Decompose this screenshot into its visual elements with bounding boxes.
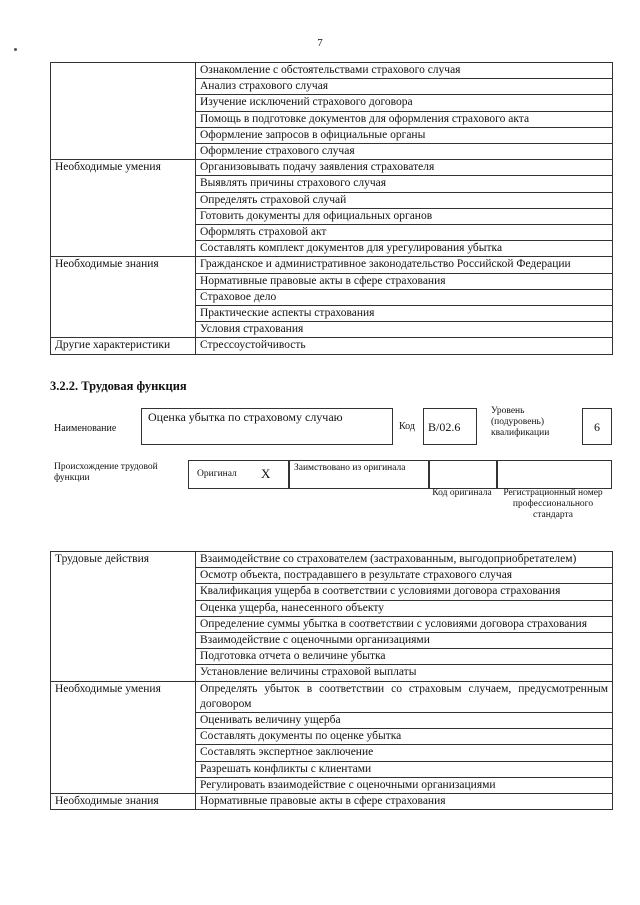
table-cell: Помощь в подготовке документов для оформления страхового акта bbox=[196, 111, 613, 127]
level-label: Уровень (подуровень) квалификации bbox=[491, 406, 550, 438]
origin-code-box bbox=[428, 460, 498, 489]
original-label: Оригинал bbox=[197, 469, 237, 479]
table-cell: Стрессоустойчивость bbox=[196, 338, 613, 354]
code-box bbox=[423, 408, 477, 445]
table-cell: Определение суммы убытка в соответствии с условиями договора страхования bbox=[196, 616, 613, 632]
table-cell: Составлять комплект документов для урегулирования убытка bbox=[196, 241, 613, 257]
table-cell: Ознакомление с обстоятельствами страхового случая bbox=[196, 63, 613, 79]
function-name-box bbox=[141, 408, 393, 445]
table-cell: Страховое дело bbox=[196, 289, 613, 305]
level-box bbox=[582, 408, 612, 445]
table-cell: Гражданское и административное законодательство Российской Федерации bbox=[196, 257, 613, 273]
table-cell: Оформление страхового случая bbox=[196, 144, 613, 160]
table-row-label-empty bbox=[51, 63, 196, 160]
table-cell: Определять убыток в соответствии со страховым случаем, предусмотренным договором bbox=[196, 681, 613, 712]
labor-function-table-1 bbox=[50, 62, 613, 355]
borrowed-label: Заимствовано из оригинала bbox=[294, 463, 406, 473]
table-cell: Оценивать величину ущерба bbox=[196, 713, 613, 729]
table-cell: Определять страховой случай bbox=[196, 192, 613, 208]
skills-label: Необходимые умения bbox=[51, 681, 196, 793]
labor-function-table-2 bbox=[50, 551, 613, 810]
page-number: 7 bbox=[317, 37, 323, 49]
skills-label: Необходимые умения bbox=[51, 160, 196, 257]
original-box bbox=[188, 460, 290, 489]
table-cell: Выявлять причины страхового случая bbox=[196, 176, 613, 192]
section-heading: 3.2.2. Трудовая функция bbox=[50, 379, 187, 393]
code-value: B/02.6 bbox=[428, 420, 461, 434]
table-cell: Регулировать взаимодействие с оценочными организациями bbox=[196, 777, 613, 793]
reg-number-box bbox=[496, 460, 612, 489]
table-cell: Изучение исключений страхового договора bbox=[196, 95, 613, 111]
table-cell: Условия страхования bbox=[196, 322, 613, 338]
table-cell: Взаимодействие со страхователем (застрахованным, выгодоприобретателем) bbox=[196, 552, 613, 568]
function-name-value: Оценка убытка по страховому случаю bbox=[148, 410, 343, 424]
name-label: Наименование bbox=[54, 423, 117, 434]
table-cell: Оценка ущерба, нанесенного объекту bbox=[196, 600, 613, 616]
table-cell: Квалификация ущерба в соответствии с условиями договора страхования bbox=[196, 584, 613, 600]
table-cell: Практические аспекты страхования bbox=[196, 306, 613, 322]
table-cell: Составлять экспертное заключение bbox=[196, 745, 613, 761]
table-cell: Нормативные правовые акты в сфере страхования bbox=[196, 273, 613, 289]
level-value: 6 bbox=[594, 420, 600, 434]
table-cell: Организовывать подачу заявления страхователя bbox=[196, 160, 613, 176]
table-cell: Подготовка отчета о величине убытка bbox=[196, 649, 613, 665]
origin-code-label: Код оригинала bbox=[432, 488, 492, 498]
table-cell: Установление величины страховой выплаты bbox=[196, 665, 613, 681]
knowledge-label: Необходимые знания bbox=[51, 257, 196, 338]
table-cell: Осмотр объекта, пострадавшего в результате страхового случая bbox=[196, 568, 613, 584]
other-characteristics-label: Другие характеристики bbox=[51, 338, 196, 354]
table-cell: Готовить документы для официальных органов bbox=[196, 208, 613, 224]
table-cell: Оформление запросов в официальные органы bbox=[196, 127, 613, 143]
knowledge-label: Необходимые знания bbox=[51, 794, 196, 810]
table-cell: Составлять документы по оценке убытка bbox=[196, 729, 613, 745]
table-cell: Взаимодействие с оценочными организациями bbox=[196, 633, 613, 649]
reg-number-label: Регистрационный номер профессионального стандарта bbox=[503, 488, 603, 520]
borrowed-box bbox=[288, 460, 430, 489]
origin-label: Происхождение трудовой функции bbox=[54, 462, 158, 483]
table-cell: Разрешать конфликты с клиентами bbox=[196, 761, 613, 777]
code-label: Код bbox=[399, 421, 415, 432]
table-cell: Оформлять страховой акт bbox=[196, 225, 613, 241]
table-cell: Анализ страхового случая bbox=[196, 79, 613, 95]
table-cell: Нормативные правовые акты в сфере страхования bbox=[196, 794, 613, 810]
actions-label: Трудовые действия bbox=[51, 552, 196, 682]
original-mark: X bbox=[261, 466, 271, 481]
